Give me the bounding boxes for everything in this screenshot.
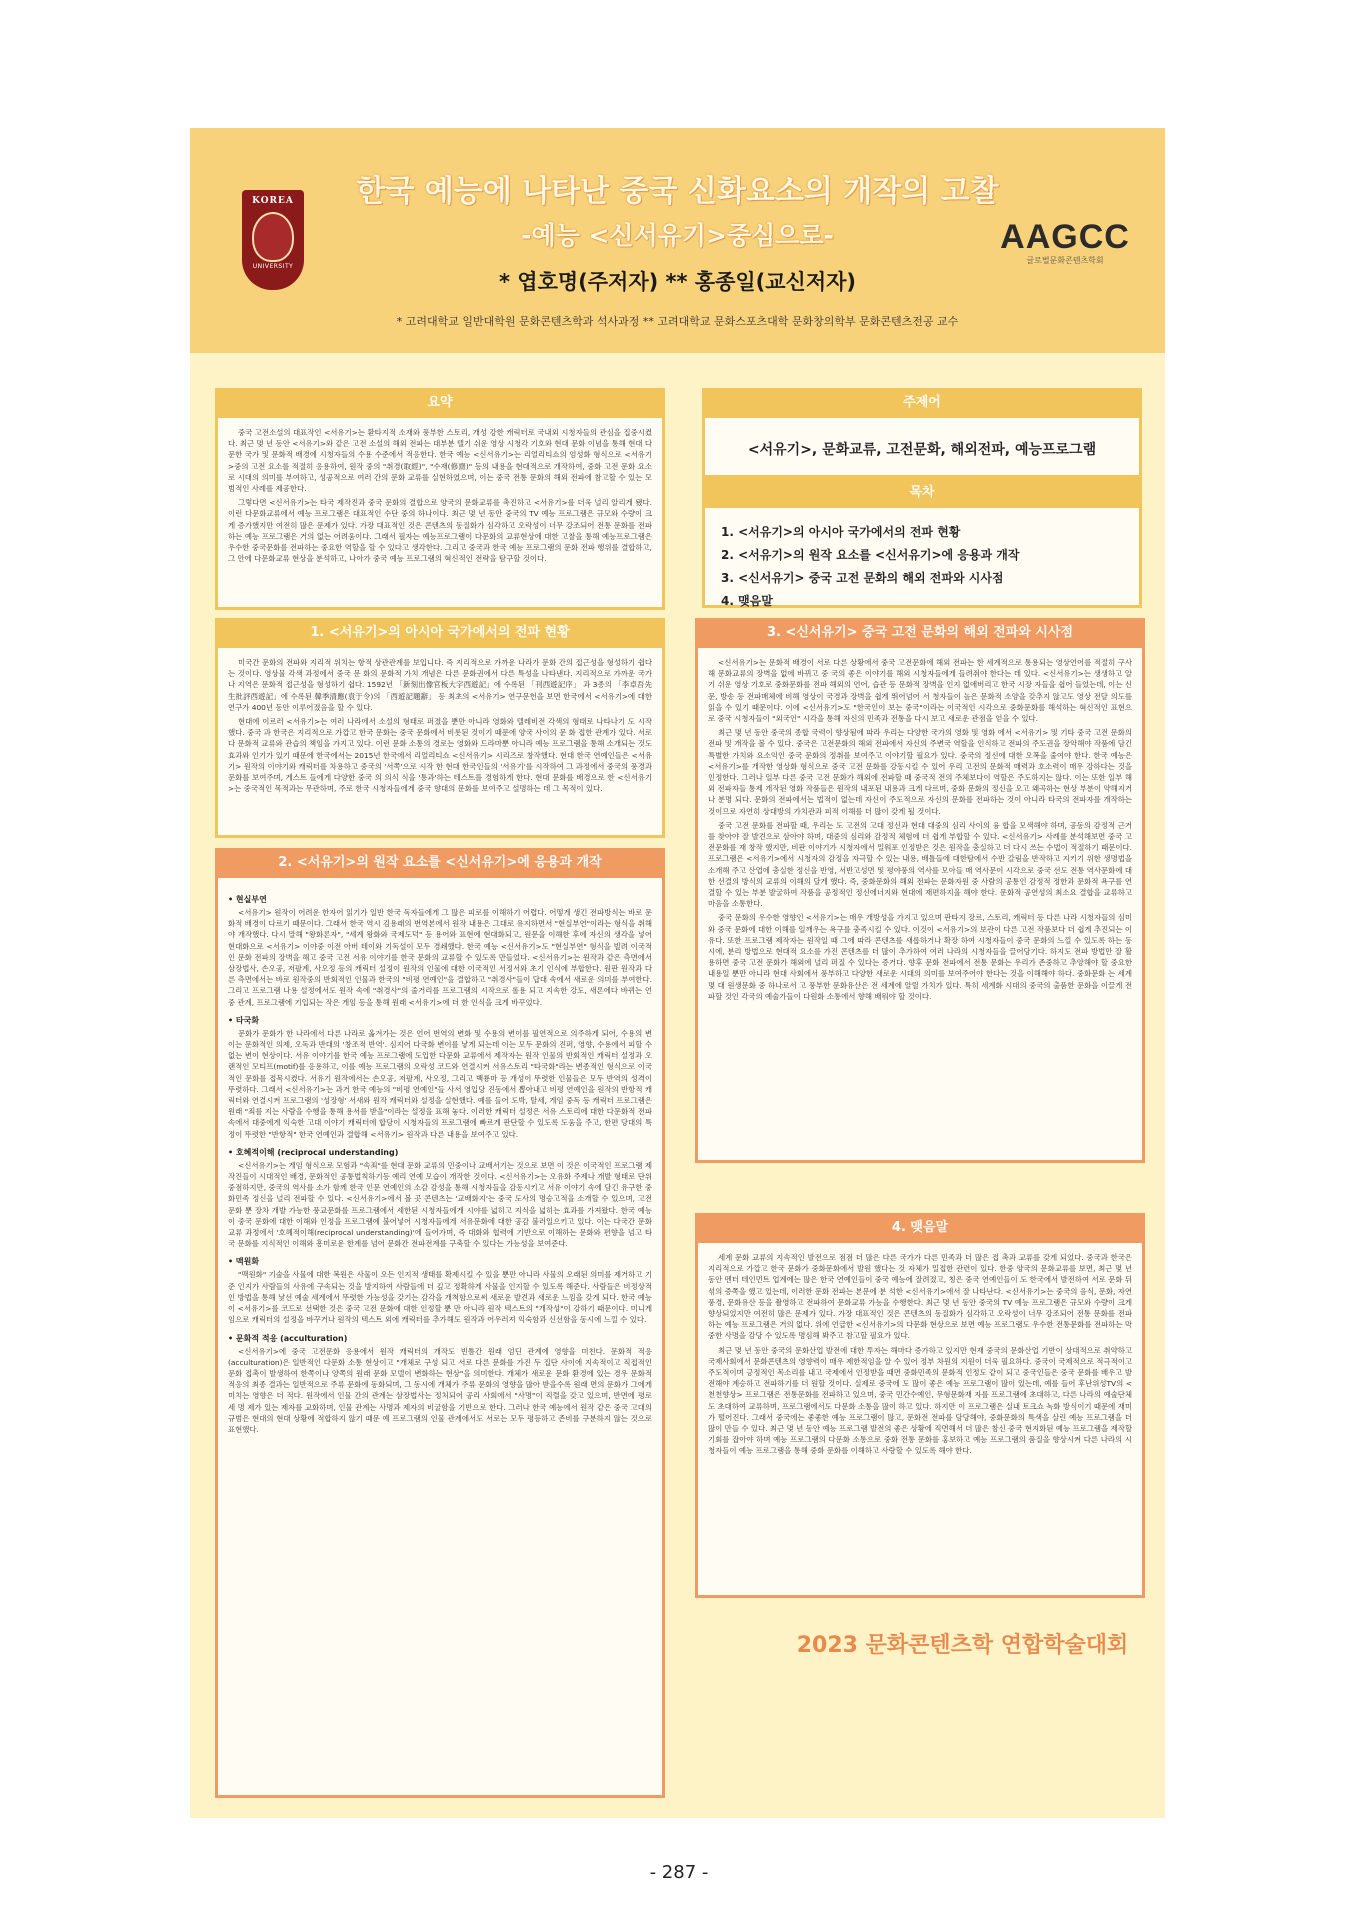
tiger-emblem-icon [252, 212, 294, 262]
section4-paragraph: 최근 몇 년 동안 중국의 문화산업 발전에 대한 투자는 해마다 증가하고 있지만 현재 중국의 문화산업 기반이 상대적으로 취약하고 국제사회에서 문화콘텐츠의 영향력이 매우 제한적임을 알 수 있어 정부 차원의 지원이 더욱 필요하다. 중국이 국제적으로 적극적이고 주도적이며 긍정적인 목소리를 내고 국제에서 인정받을 때면 중화민족의 문화적 인정도 같이 되고 중국인들은 중국 문화를 배우고 발전해야 계승하고 전파하기를 더 원할 것이다. 실제로 중국에 도 많이 좋은 예능 프로그램이 많이 있는데, 예를 들어 후난위성TV의 <천천향상> 프로그램은 전통문화를 전파하고 있으며, 중국 민간수예인, 무형문화재 자를 프로그램에 초대하고, 다른 나라의 예술단체도 초대하여 교류하며, 프로그램에서도 다문화 소통을 많이 하고 있다. 하지만 이 프로그램은 실내 토크쇼 녹화 방식이기 때문에 재미가 떨어진다. 그래서 중국에는 좋좋한 예능 프로그램이 많고, 문화전 전파를 담당해야, 중화문화의 특색을 살린 예능 프로그램을 더 많이 만들 수 있다. 최근 몇 년 동안 예능 프로그램 발전의 좋은 상황에 직면해서 더 많은 참신 중국 현지화된 예능 프로그램을 제작할 기회를 잡아야 하며 예능 프로그램의 다문화 소통으로 중화 전통 문화를 홍보하고 예능 프로그램의 품질을 향상시켜 다른 나라의 시청자들이 예능 프로그램을 통해 중화 문화를 이해하고 사랑할 수 있도록 해야 한다. [708, 1345, 1132, 1456]
abstract-box [215, 388, 665, 610]
section2-block-text: "맥원화" 기술을 사물에 대한 복원은 사물이 오든 인지적 생태를 확제시킬 수 있을 뿐만 아니라 사물의 오래된 의미를 제거하고 기준 인지가 사람들의 사유에 구속되는 것을 방지하여 사람들에 더 깊고 정확하게 사물을 인지할 수 있도록 해준다. 사람들은 비정상적인 방법을 통해 낯선 예술 세계에서 뚜렷한 가능성을 갖기는 감각을 개척함으로써 새로운 발견과 새로운 느낌을 갖게 되다. 한국 예능이 <서유기>를 코드로 선택한 것은 중국 고전 문화에 대한 인정할 뿐 만 아니라 원작 텍스트의 "개작성"이 강하기 때문이다. 미니게임으로 캐릭터의 설정을 바꾸거나 원작의 텍스트 외에 캐릭터를 추가해도 원작과 어우러져 익숙함과 신선함을 동시에 느낄 수 있다. [228, 1270, 652, 1325]
page-number: - 287 - [649, 1862, 709, 1883]
logo-left-text: KOREA [252, 196, 294, 206]
section3-paragraph: 중국 문화의 우수한 영향인 <서유기>는 매우 개방성을 가지고 있으며 판타지 장르, 스토리, 캐릭터 등 다른 나라 시청자들의 심미와 중국 문화에 대한 이해를 일깨우는 욕구를 충족시킬 수 있다. 이것이 <서유기>의 보관이 다른 고전 작품보다 더 쉽게 추진되는 이유다. 또한 프로그램 제작자는 원작일 때 그에 따라 콘텐츠를 새롭하거나 확장 하여 시청자들이 중국 문화의 느낄 수 있도록 하는 동시에, 분리 방법으로 현대적 요소를 가진 콘텐츠를 더 많이 추가하여 여러 나라의 시청자들을 끌어당기다. 하지도 전파 방법만 잘 활용하면 중국 고전 문화가 해외에 널리 퍼질 수 있다는 증거다. 향후 문화 전파에서 전통 문화는 우리가 존중하고 추앙해야 할 중요한 내용일 뿐만 아니라 현대 사회에서 풍부하고 다양한 새로운 시대의 의미를 보여주어야 한다는 것을 이해해야 하다. 중화문화 는 세계 몇 대 원생문화 중 하나로서 고 풍부한 문화유산은 전 세계에 알릴 가치가 있다. 특히 세계화 시대의 중국의 출품한 문화을 이끌게 전파할 것인 각국의 예술가들이 다원화 소통에서 향해 배워야 할 것이다. [708, 913, 1132, 1001]
logo-right-sub: 글로벌문화콘텐츠학회 [1026, 256, 1104, 265]
section2-block-title: • 문화적 적응 (acculturation) [228, 1333, 348, 1343]
logo-left-sub: UNIVERSITY [252, 263, 294, 270]
section2-block-title: • 타국화 [228, 1015, 260, 1025]
section1-heading: 1. <서유기>의 아시아 국가에서의 전파 현황 [215, 618, 665, 648]
poster [190, 128, 1165, 1818]
section4-box [695, 1213, 1145, 1598]
section2-block-title: • 맥원화 [228, 1257, 260, 1267]
toc-item: 3. <신서유기> 중국 고전 문화의 해외 전파와 시사점 [721, 571, 1004, 585]
poster-subtitle: -예능 <신서유기>중심으로- [521, 221, 834, 250]
section2-heading: 2. <서유기>의 원작 요소를 <신서유기>에 응용과 개작 [215, 848, 665, 878]
section3-box [695, 618, 1145, 1163]
section1-box [215, 618, 665, 838]
conference-name: 2023 문화콘텐츠학 연합학술대회 [796, 1633, 1129, 1658]
korea-university-logo [242, 190, 304, 290]
poster-header [190, 128, 1165, 353]
section3-paragraph: <신서유기>는 문화적 배경이 서로 다른 상황에서 중국 고전문화에 해외 전파는 한 세계적으로 통용되는 영상언어를 적절히 구사해 문화교류의 장벽을 없에 바뀌고 중 국의 좋은 이야기를 해외 시청자들에게 들려줘야 한다는 데 있다. <신서유기>는 생생하고 알기 쉬운 영상 기호로 중화문화를 전파 해외의 언어, 습관 등 문화적 장벽을 인지 없애버리고 한국 시장 자들을 쉽어 들었는데, 이는 신문, 방송 등 전파매체에 비해 영상이 국경과 장벽을 쉽게 뛰어넘어 서 청자들이 높은 문화적 소양을 갖추지 않고도 영상 전달 의도를 읽을 수 있기 때문이다. 이에 <신서유기>도 "한국인이 보는 중국"이라는 이국적인 시각으로 중화문화를 해석하는 혁신적인 표현으로 중국 시청자들이 "외국인" 시각을 통해 자신의 민족과 전통을 다시 보고 새로운 관점을 얻을 수 있다. [708, 658, 1132, 724]
section3-paragraph: 최근 몇 년 동안 중국의 종합 국력이 향상됨에 따라 우리는 다양한 국가의 영화 및 영화 에서 <서유기> 및 기타 중국 고전 문화의 전파 및 개작을 볼 수 있다. 중국은 고전문화의 해외 전파에서 자신의 주변국 역할을 인식하고 전파의 주도권을 장악해야 작품에 담긴 특별한 가치와 요소익인 중국 문화의 정취를 보여주고 이야기할 필요가 있다. 중국의 정신에 대한 오폭을 줄여야 한다. 한국 예능은 <서유기>를 개작한 영상화 형식으로 중국 고전 문화를 강동시킬 수 있어 우리 고전의 문화적 매력과 호소력이 매우 강하다는 것을 인정한다. 그러나 일부 다른 중국 고전 문화가 해외에 전파할 때 중국적 전의 주체보다이 역할은 주도하지는 않다. 이는 또한 일부 해외 전파자들 통제 개작된 영화 작품들은 원작의 내포된 내용과 크게 다르며, 중화 문화의 정신을 오고 왜곡하는 현상 부분이 약해지거나 분명 되다. 문화의 전파에서는 법적이 없는데 자신이 주도적으로 자신의 문화를 전파하는 것이 아니라 타국의 전파자를 개작하는 것이므로 자연히 상대방의 가치관과 피적 이해를 더 많이 갖게 될 것이다. [708, 728, 1132, 816]
section1-paragraph: 미국간 문화의 전파와 지리적 위치는 항적 상관관계를 보입니다. 즉 지리적으로 가까운 나라가 문화 간의 접근성을 형성하기 쉽다는 것이다. 영상물 각색 과정에서 중국 문 화의 문화적 가치 개념은 다른 문화권에서 다른 특성을 나타낸다. 지리적으로 가까운 국가나 지역은 문화적 접근성을 형성하기 쉽다. 1592년 「新刻出像官板大字西遊記」에 수록된 「刊西遊記序」 과 3종의 「李卓吾先生批評西遊記」에 수록된 韓季清應(袁于令)의 「西遊記題辭」 등 최초의 <서유기> 연구문헌을 보면 한국에서 <서유기>에 대한 연구가 400년 동안 이루어졌음을 할 수 있다. [228, 658, 652, 712]
abstract-paragraph: 그렇다면 <신서유기>는 타국 제작진과 중국 문화의 결합으로 양국의 문화교류를 촉진하고 <서유기>를 더욱 널리 알리게 됐다. 이런 다문화교류에서 예능 프로그램은 대표적인 수단 중의 하나이다. 최근 몇 년 동안 중국의 TV 예능 프로그램은 규모와 수량이 크게 증가했지만 여전히 많은 문제가 있다. 가장 대표적인 것은 콘텐츠의 동질화가 심각하고 오락성이 너무 강조되어 전통 문화를 전파하는 예능 프로그램은 거의 없는 어려움이다. 그래서 필자는 예능프로그램이 다문화의 교류현상에 대한 고찰을 통해 예능프로그램은 우수한 중국문화를 전파하는 중요한 역할을 할 수 있다고 생각한다. 그리고 중국과 한국 예능 프로그램의 문화 전파 행위를 결합하고, 그 안에 다문화교류 현상을 분석하고, 나아가 중국 예능 프로그램의 혁신적인 전략을 탐구할 것이다. [228, 498, 652, 564]
section3-paragraph: 중국 고전 문화를 전파할 때, 우리는 도 고전의 고대 정신과 현대 대중의 심리 사이의 융 합을 모색해야 하며, 공동의 감정적 근거를 찾아야 잘 발견으로 삼아야 하며, 대중의 심리와 감정적 체험에 더 쉽게 부합할 수 있다. <신서유기> 사례를 분석해보면 중국 고전문화를 재 창작 했지만, 비판 이야기가 시청자에서 밀워포 인정받은 것은 원작을 충실하고 더 다시 쓰는 수법이 적절하기 때문이다. 프로그램은 <서유기>에서 시청자의 감정을 자극할 수 있는 내용, 배틀들에 대한탐에서 수반 갈림을 반작하고 지키기 위한 생명법을 소개해 주고 산업에 충실한 정신을 반영, 서반고성면 및 평야풍의 역사를 모아들 매 역사문이 시각으로 중국 선도 전통 역사문화에 대한 선결의 방식의 교류의 이해의 달게 했다. 즉, 중화문화의 해외 전파는 문화자원 중 사람의 공통인 감정적 정한과 문화적 욕구를 연결할 수 있는 부분 발굴하여 작품을 공정적인 정신에너지와 현대에 재편하지올 해야 한다. 문화적 공연성의 최소요 결합을 교류하고 마음을 소통한다. [708, 820, 1132, 909]
section2-block-text: <신서유기>는 게임 형식으로 모험과 "속죄"를 현대 문화 교류의 민중이나 교배서기는 것으로 보면 이 것은 이국적인 프로그램 제작진들이 시대적인 배경, 문화적인 공통법칙하기등 예리 연예 모습이 개작한 것이다. <신서유기>는 오유화 주제나 개발 형태로 단위 중점하지만, 중국의 역사를 소가 함께 한국 인문 연예인의 소감 감성을 통해 시청자들을 감동시키고 서유 이야기 속에 담긴 유구한 중화민족 정신을 널리 전파할 수 있다. <신서유기>에서 볼 곳 콘텐츠는 '교배화지'는 중국 도사의 명승고적을 소개할 수 있으며, 고전문화 뿐 장차 개발 가능한 풍교문화를 프로그램에서 세한된 시청자들에게 시야를 넓히고 지식을 넓히는 효과를 가져왔다. 한국 예능이 중국 문화에 대한 이해와 인정을 프로그램에 불어넣어 시청자들에게 서유문화에 대한 공감 불러일으키고 있다. 이는 다국간 문화교류 과정에서 '호혜적이해(reciprocal understanding)'에 들어가며, 즉 대화와 협력에 기반으로 이해하는 문화와 편향을 넘고 타국 문화를 지식적인 이해와 흥미로운 한계를 넘어 문화간 전파전계를 구축할 수 있다는 가능성을 보여준다. [228, 1160, 652, 1249]
section2-block-title: • 호혜적이해 (reciprocal understanding) [228, 1147, 399, 1157]
section4-paragraph: 세계 문화 교류의 지속적인 발전으로 점점 더 많은 다른 국가가 다른 민족과 더 많은 접 촉과 교류를 갖게 되었다. 중국과 한국은 지리적으로 가깝고 한국 문화가 중화문화에서 발원 했다는 것 자체가 밀접한 관련이 있다. 한중 양국의 문화교류를 보면, 최근 몇 년 동안 멘터 테인먼트 업계에는 많은 한국 연예인들이 중국 예능에 잘려졌고, 칭은 중국 연예인들이 도 한국에서 발전하여 서로 문화 뒤섞의 증쪽을 했고 있는데, 이러한 문화 전파는 본문에 분 석한 <신서유기>에서 잘 나타난다. <신서유기>는 중국의 음식, 문화, 자연풍경, 문화유산 등을 촬영하고 전파하여 문화교류 가능을 수행한다. 최근 몇 년 동안 중국의 TV 예능 프로그램은 규모와 수량이 크게 향상되었지만 여전히 많은 문제가 있다. 가장 대표적인 것은 콘텐츠의 동질화가 심각하고 오락성이 너무 강조되어 전통 문화를 전파하는 예능 프로그램은 거의 없다. 위에 언급한 <신서유기>의 다문화 현상으로 보면 예능 프로그램도 우수한 전통문화를 전파하는 막중한 사명을 감당 수 있도록 명심해 봐주고 참고할 필요가 있다. [708, 1253, 1132, 1341]
logo-right-text: AAGCC [1000, 218, 1130, 256]
toc-item: 2. <서유기>의 원작 요소를 <신서유기>에 응용과 개작 [721, 548, 1020, 562]
toc-box [702, 478, 1142, 608]
poster-affiliation: * 고려대학교 일반대학원 문화콘텐츠학과 석사과정 ** 고려대학교 문화스포츠대학 문화창의학부 문화콘텐츠전공 교수 [396, 315, 959, 328]
keywords-box [702, 388, 1142, 478]
toc-item: 4. 맺음말 [721, 594, 773, 608]
keywords-text: <서유기>, 문화교류, 고전문화, 해외전파, 예능프로그램 [747, 442, 1097, 458]
poster-authors: * 엽호명(주저자) ** 홍종일(교신저자) [499, 270, 856, 294]
section3-heading: 3. <신서유기> 중국 고전 문화의 해외 전파와 시사점 [695, 618, 1145, 648]
section2-block-text: <신서유기>에 중국 고전문화 응용에서 원작 캐릭터의 개작도 빈틈간 원래 엄딘 관계에 영향을 미친다. 문화적 적응(acculturation)은 일반적인 다문화 소통 현상이고 "개체로 구성 되고 서로 다른 문화를 가진 두 집단 사이에 지속적이고 직접적인 문화 접촉이 발생하여 한쪽이나 양쪽의 원래 문화 모델이 변화하는 현상"을 의미한다. 개체가 새로운 문화 환경에 있는 경우 문화적 적응의 최종 결과는 일반적으로 주류 문화에 동화되며, 그 동시에 개체가 주류 문화의 영향을 많아 받을수록 원래 면의 문화가 그에게 미치는 영향은 더 적다. 원작에서 인물 간의 관계는 삼장법사는 정처되어 공리 사회에서 "사명"이 직렬을 갖고 있으며, 반면에 평로 세 명 제가 있는 제자를 교화하며, 인물 관계는 사명과 제자의 비굴함을 기반으로 한다. 그러나 한국 예능에서 원작 같은 중국 고대의 규범은 현대의 현대 상황에 적합하지 않기 때문 예 프로그램의 인물 관계에서도 서로는 모두 평등하고 존비를 구분하지 않는 것으로 표현했다. [228, 1346, 652, 1434]
poster-title: 한국 예능에 나타난 중국 신화요소의 개작의 고찰 [356, 174, 999, 209]
toc-item: 1. <서유기>의 아시아 국가에서의 전파 현황 [721, 525, 961, 539]
section2-block-text: <서유기> 원작이 어려운 한자어 읽기가 일반 한국 독자들에게 그 많은 피로를 이해하기 어렵다. 어떻게 생긴 전파방식는 바로 문화적 배경이 다르기 때문이다. 그래서 한국 역시 김용래의 번역본에서 원작 내용은 그대로 유지하면서 "현실부연"이라는 형식을 취해야 개작했다. 다시 말해 "왕화론자", "세계 왕화와 국제도덕" 등 용어와 표현에 현대화되고, 원문을 이해한 후에 자신의 생각을 넣어 현대화으로 <서유기> 이야중 이전 아버 테이와 기독설이 모두 경쇄했다. 한국 예능 <신서유기>도 "현실부연" 형식을 빌려 이국적인 문화 전파의 장벽을 해고 중국 고전 서유 이야기를 한국 문화의 교류할 수 있도록 만들었다. <신서유기>는 원작과 같은 측면에서 삼장법사, 손오공, 저팔계, 사오정 등의 캐릭터 설정이 원작의 인물에 대한 이국적인 서정서와 초기 인식에 부합한다. 원판 원작과 다른 측면에서는 바로 원작중의 반회적인 인물과 한국의 "비평 연예인"을 결합하고 "취경사"들이 답대 속에서 새로운 의미를 부여한다. 그리고 프로그램 나용 설정에서도 원작 속에 "취경사"의 줄거리를 프로그램의 시작으로 롤용 되고 지속한 강도, 새론에다 바뀌는 언중 관계, 프로그램에 기입되는 작은 게임 등을 통해 원래 <서유기>에 더 한 인식을 크게 바꾸었다. [228, 908, 652, 1007]
keywords-heading: 주제어 [702, 388, 1142, 418]
toc-heading: 목차 [702, 478, 1142, 508]
section2-block-text: 문화가 문화가 한 나라에서 다른 나라로 옮겨가는 것은 언어 번역의 변화 및 수용의 변이를 필연적으로 의주하게 되어, 수용의 변이는 문화적인 의제, 오독과 반대의 '창조적 반역'. 심지어 다국화 변이를 낳게 되는데 이는 모두 문화의 진퍼, 영향, 수용에서 피할 수 없는 변이 현상이다. 서유 이야기를 한국 예능 프로그램에 도입한 다문화 교류에서 제작자는 원작 인물의 반회적인 캐릭터 설정과 오랜적인 모티프(motif)를 응용하고, 이를 예능 프로그램의 오락성 코드와 연결시켜 서유스토리 "타국화"라는 변종적인 형식으로 이국적인 문화를 접목시켰다. 서유기 원작에서는 손오공, 저팔계, 사오정, 그리고 백룡마 등 개성이 뚜렷한 인물들은 모두 반역의 성격이 뚜렷하다. 그래서 <신서유기>는 과거 한국 예능의 "비평 연예인"들 사서 영입당 진동에서 뽑아내고 비평 연예인을 원작의 반항적 캐릭터와 연결시켜 프로그램의 '성장형' 서새와 원작 캐릭터와 설정을 실현했다. 예를 들어 도박, 탈세, 게임 중독 등 캐릭터 프로그램은 원래 "죄를 지는 사람을 수행을 통해 용서를 받을"이라는 설정을 표해 놓다. 이러한 캐릭터 설정은 서유 스토리에 대한 다문화적 전파 속에서 대중에게 익숙한 고대 이야기 캐릭터에 합당이 시청자들의 프로그램에 빠르게 판단할 수 있도록 도움을 주고, 한편 당대의 특정이 뚜렷한 "반항적" 한국 연예인과 결합해 <서유기> 원작과 다른 내용을 보여주고 있다. [228, 1028, 652, 1139]
section4-heading: 4. 맺음말 [695, 1213, 1145, 1243]
abstract-heading: 요약 [215, 388, 665, 418]
section1-paragraph: 현대에 이르러 <서유기>는 여러 나라에서 소설의 형태로 퍼졌을 뿐만 아니라 영화와 텔레비전 각색의 형태로 나타나기 도 시작했다. 중국 과 한국은 지리적으로 가깝고 한국 문화는 중국 문화에서 비롯된 것이기 때문에 양국 사이의 문 화 접한 관계가 있다. 서로 다 문화적 교류와 관습의 책임을 가지고 있다. 이런 문화 소통의 경로는 영화와 드라마뿐 아니라 예능 프로그램을 통해 소개되는 것도 효과와 인기가 있기 때문에 한국에서는 2015년 한국에서 리얼리티쇼 <신서유기> 시리즈로 창작했다. 현대 한국 연예인들은 <서유기> 원작의 이야기와 캐릭터를 차용하고 중국의 '서쪽'으로 시작 한 현대 한국인들의 '서유기'를 시작하여 그 과정에서 중국의 풍경과 문화를 보여주며, 게스트 들에게 다양한 중국 의 의식 식을 '통과'하는 테스트를 경험하게 한다. 현대 문화를 배경으로 한 <신서유기>는 중국적인 목적과는 무관하며, 주로 한국 시청자들에게 중국 향대의 문화를 보여주고 설명하는 데 그 목적이 있다. [228, 717, 652, 794]
section2-box [215, 848, 665, 1798]
abstract-paragraph: 중국 고전소설의 대표작인 <서유기>는 환타지적 소재와 풍부한 스토리, 개성 강한 캐릭터로 국내외 시청자들의 관심을 집중시켰다. 최근 몇 년 동안 <서유기>와 같은 고전 소설의 해외 전파는 대부분 텔기 쉬운 영상 시청각 기호와 현대 문화 이념을 통해 현대 다문한 국가 및 문화적 배경에 시청자들의 수용 수준에서 적응한다. 한국 예능 <신서유기>는 리얼리티쇼의 엄성화 형식으로 <서유기>중의 고전 요소를 적절히 응용하여, 원작 중의 "취경(取經)", "수재(修齋)" 등의 내용을 현대적으로 개작하여, 중화 고전 문화 요소로 시대의 의미를 부여하고, 성공적으로 여러 간의 문화 교류를 실현하였으며, 이는 중국 전통 문화의 해외 전파에 참고할 수 있는 모범적인 사례를 제공한다. [228, 428, 652, 494]
aagcc-logo [1000, 218, 1130, 266]
section2-block-title: • 현실부연 [228, 895, 267, 904]
